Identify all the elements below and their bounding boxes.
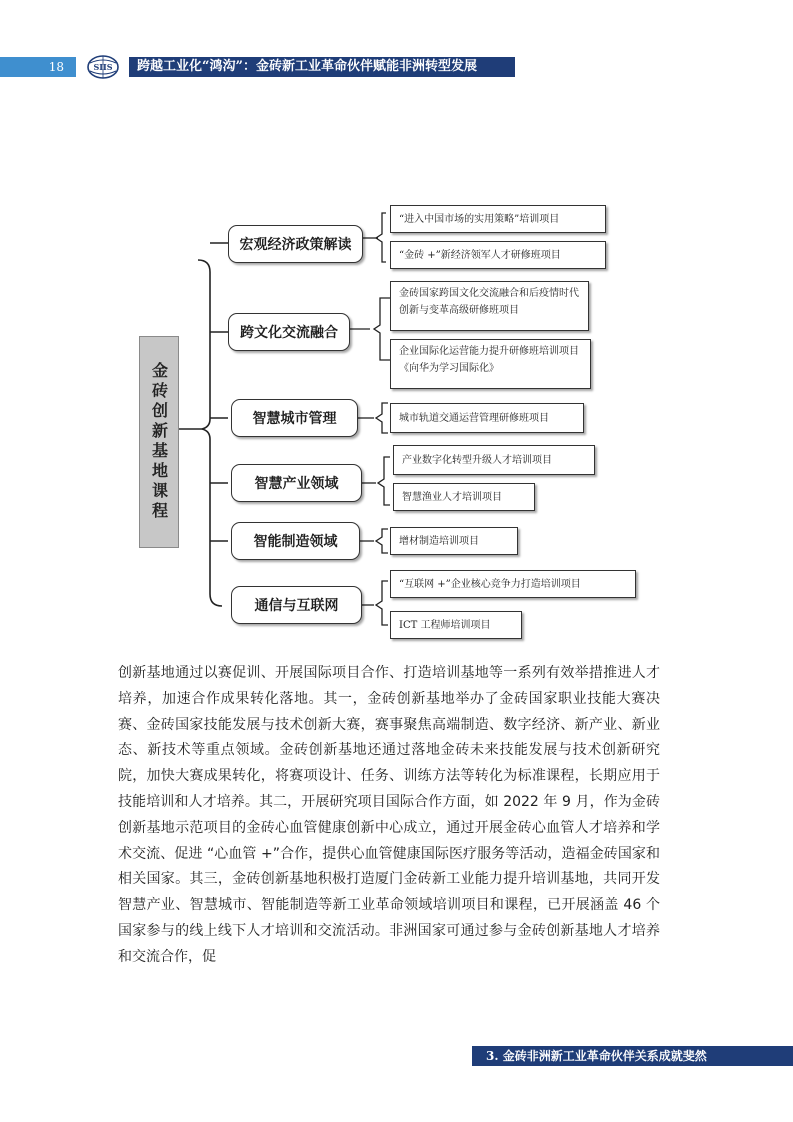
category-smart-industry: 智慧产业领域 (231, 464, 362, 502)
logo-text: SIIS (93, 62, 113, 72)
subitem-1-1: “进入中国市场的实用策略”培训项目 (390, 205, 606, 233)
running-title: 跨越工业化“鸿沟”：金砖新工业革命伙伴赋能非洲转型发展 (129, 57, 515, 77)
category-smart-manufacturing: 智能制造领域 (231, 522, 360, 560)
root-label: 金砖创新基地课程 (149, 362, 169, 522)
subitem-5-1: 增材制造培训项目 (390, 527, 518, 555)
root-node (139, 336, 179, 548)
category-macro-economy: 宏观经济政策解读 (228, 225, 363, 263)
subitem-1-2: “金砖 +”新经济领军人才研修班项目 (390, 241, 606, 269)
subitem-4-1: 产业数字化转型升级人才培训项目 (393, 445, 595, 475)
category-telecom-internet: 通信与互联网 (231, 586, 362, 624)
siis-logo (86, 53, 120, 81)
page-number: 18 (0, 57, 76, 77)
subitem-6-2: ICT 工程师培训项目 (390, 611, 522, 639)
subitem-2-2: 企业国际化运营能力提升研修班培训项目《向华为学习国际化》 (390, 339, 591, 389)
subitem-2-1: 金砖国家跨国文化交流融合和后疫情时代创新与变革高级研修班项目 (390, 281, 589, 331)
category-smart-city: 智慧城市管理 (231, 399, 358, 437)
subitem-6-1: “互联网 +”企业核心竞争力打造培训项目 (390, 570, 636, 598)
body-paragraph: 创新基地通过以赛促训、开展国际项目合作、打造培训基地等一系列有效举措推进人才培养，加速合作成果转化落地。其一，金砖创新基地举办了金砖国家职业技能大赛决赛、金砖国家技能发展与技术创新大赛，赛事聚焦高端制造、数字经济、新产业、新业态、新技术等重点领域。金砖创新基地还通过落地金砖未来技能发展与技术创新研究院，加快大赛成果转化，将赛项设计、任务、训练方法等转化为标准课程，长期应用于技能培训和人才培养。其二，开展研究项目国际合作方面，如 2022 年 9 月，作为金砖创新基地示范项目的金砖心血管健康创新中心成立，通过开展金砖心血管人才培养和学术交流、促进 “心血管 +”合作，提供心血管健康国际医疗服务等活动，造福金砖国家和相关国家。其三，金砖创新基地积极打造厦门金砖新工业能力提升培训基地，共同开发智慧产业、智慧城市、智能制造等新工业革命领域培训项目和课程，已开展涵盖 46 个国家参与的线上线下人才培训和交流活动。非洲国家可通过参与金砖创新基地人才培养和交流合作，促 (118, 665, 660, 965)
category-cross-culture: 跨文化交流融合 (228, 313, 350, 351)
subitem-3-1: 城市轨道交通运营管理研修班项目 (390, 403, 584, 433)
subitem-4-2: 智慧渔业人才培训项目 (393, 483, 535, 511)
section-footer: 3. 金砖非洲新工业革命伙伴关系成就斐然 (472, 1046, 793, 1066)
course-diagram (110, 185, 685, 647)
